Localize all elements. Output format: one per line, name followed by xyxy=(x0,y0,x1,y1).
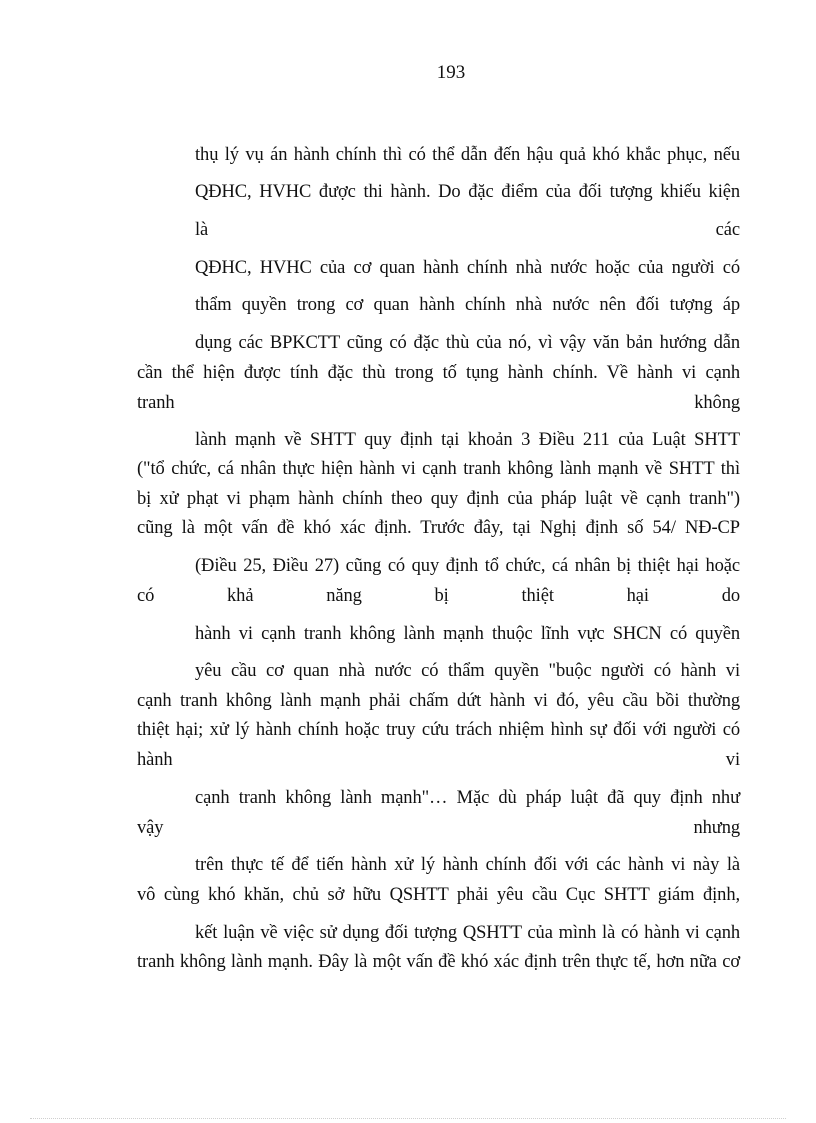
text-line: tranh không xyxy=(137,393,740,413)
text-line: QĐHC, HVHC được thi hành. Do đặc điểm của đối tượng khiếu kiện xyxy=(195,182,740,202)
text-line: cũng là một vấn đề khó xác định. Trước đây, tại Nghị định số 54/ NĐ-CP xyxy=(137,518,740,538)
text-line: cần thể hiện được tính đặc thù trong tố tụng hành chính. Về hành vi cạnh xyxy=(137,363,740,383)
text-line: bị xử phạt vi phạm hành chính theo quy định của pháp luật về cạnh tranh") xyxy=(137,489,740,509)
text-line: trên thực tế để tiến hành xử lý hành chính đối với các hành vi này là xyxy=(195,855,740,875)
text-line: yêu cầu cơ quan nhà nước có thẩm quyền "buộc người có hành vi xyxy=(195,661,740,681)
text-line: dụng các BPKCTT cũng có đặc thù của nó, vì vậy văn bản hướng dẫn xyxy=(195,333,740,353)
text-line: thụ lý vụ án hành chính thì có thể dẫn đến hậu quả khó khắc phục, nếu xyxy=(195,145,740,165)
text-line: lành mạnh về SHTT quy định tại khoản 3 Điều 211 của Luật SHTT xyxy=(195,430,740,450)
text-line: (Điều 25, Điều 27) cũng có quy định tổ chức, cá nhân bị thiệt hại hoặc xyxy=(195,556,740,576)
text-line: QĐHC, HVHC của cơ quan hành chính nhà nước hoặc của người có xyxy=(195,258,740,278)
page-number: 193 xyxy=(436,62,466,83)
text-line: tranh không lành mạnh. Đây là một vấn đề khó xác định trên thực tế, hơn nữa cơ xyxy=(137,952,740,972)
text-line: vô cùng khó khăn, chủ sở hữu QSHTT phải yêu cầu Cục SHTT giám định, xyxy=(137,885,740,905)
text-line: kết luận về việc sử dụng đối tượng QSHTT của mình là có hành vi cạnh xyxy=(195,923,740,943)
text-line: cạnh tranh không lành mạnh"… Mặc dù pháp luật đã quy định như xyxy=(195,788,740,808)
text-line: là các xyxy=(195,220,740,240)
text-line: vậy nhưng xyxy=(137,818,740,838)
text-line: ("tổ chức, cá nhân thực hiện hành vi cạnh tranh không lành mạnh về SHTT thì xyxy=(137,459,740,479)
text-line: hành vi xyxy=(137,750,740,770)
text-line: thẩm quyền trong cơ quan hành chính nhà nước nên đối tượng áp xyxy=(195,295,740,315)
text-line: có khả năng bị thiệt hại do xyxy=(137,586,740,606)
page-bottom-divider xyxy=(30,1118,786,1119)
text-line: thiệt hại; xử lý hành chính hoặc truy cứu trách nhiệm hình sự đối với người có xyxy=(137,720,740,740)
text-line: hành vi cạnh tranh không lành mạnh thuộc lĩnh vực SHCN có quyền xyxy=(195,624,740,644)
text-line: cạnh tranh không lành mạnh phải chấm dứt hành vi đó, yêu cầu bồi thường xyxy=(137,691,740,711)
